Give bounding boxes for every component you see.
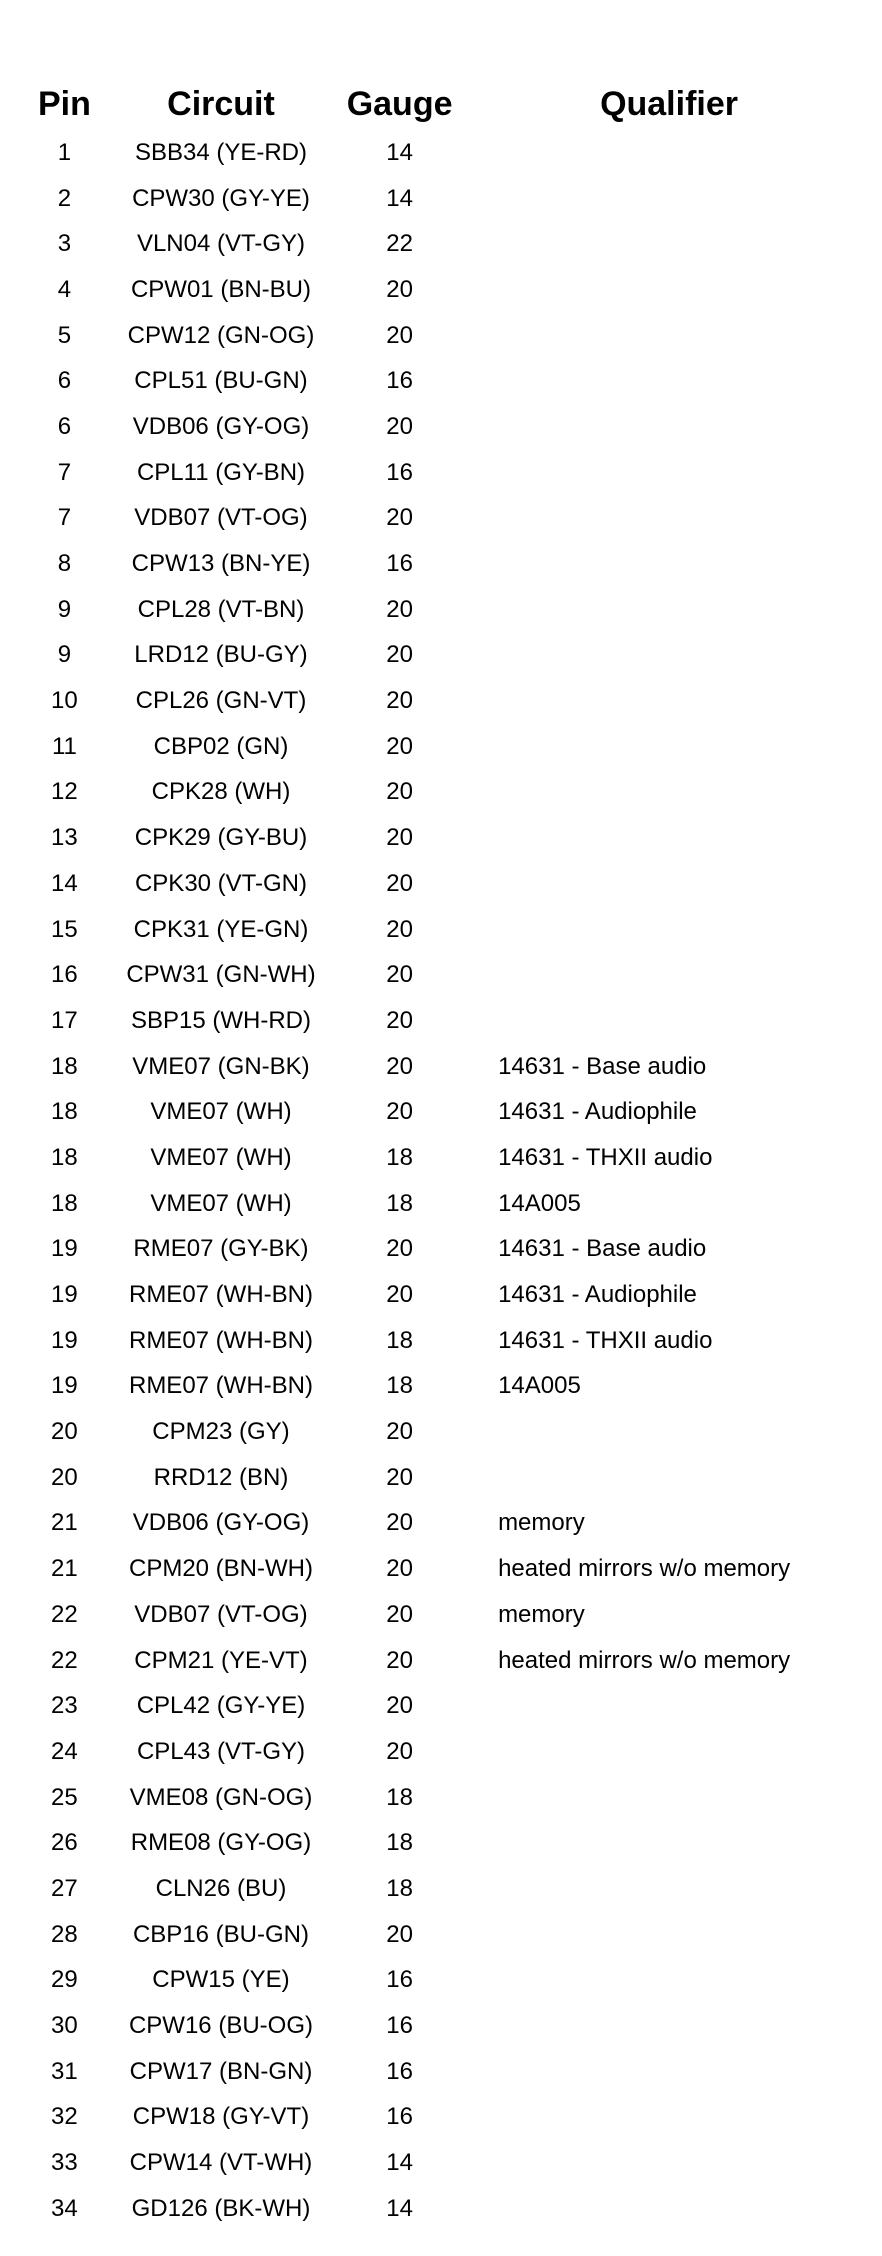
qualifier-cell: [456, 770, 882, 816]
column-header-circuit: Circuit: [167, 85, 275, 123]
table-row: [30, 587, 882, 633]
circuit-cell: CPW31 (GN-WH): [126, 961, 316, 989]
gauge-cell: 20: [386, 595, 413, 623]
pin-cell: 4: [57, 275, 72, 303]
table-row: [30, 1638, 882, 1684]
qualifier-cell: heated mirrors w/o memory: [498, 1646, 791, 1674]
gauge-cell: 16: [386, 458, 413, 486]
pin-cell: 23: [51, 1692, 78, 1720]
table-row: [30, 1181, 882, 1227]
qualifier-cell: [456, 861, 882, 907]
table-row: [30, 404, 882, 450]
qualifier-cell: 14631 - Audiophile: [498, 1281, 697, 1309]
table-row: [30, 998, 882, 1044]
table-row: [30, 1592, 882, 1638]
pin-cell: 20: [51, 1463, 78, 1491]
pin-cell: 21: [51, 1555, 78, 1583]
pin-cell: 22: [51, 1646, 78, 1674]
gauge-cell: 20: [386, 1509, 413, 1537]
circuit-cell: VME07 (WH): [150, 1143, 292, 1171]
table-row: [30, 1272, 882, 1318]
qualifier-cell: memory: [498, 1509, 585, 1537]
table-row: [30, 2140, 882, 2186]
qualifier-cell: [456, 1866, 882, 1912]
table-row: [30, 541, 882, 587]
circuit-cell: CPK29 (GY-BU): [134, 824, 308, 852]
qualifier-cell: 14A005: [498, 1372, 581, 1400]
gauge-cell: 20: [386, 1737, 413, 1765]
pin-cell: 18: [51, 1189, 78, 1217]
gauge-cell: 20: [386, 1646, 413, 1674]
column-header-qualifier: Qualifier: [600, 85, 738, 123]
gauge-cell: 20: [386, 504, 413, 532]
table-row: [30, 1318, 882, 1364]
gauge-cell: 20: [386, 732, 413, 760]
pin-cell: 19: [51, 1372, 78, 1400]
table-row: [30, 1409, 882, 1455]
gauge-cell: 20: [386, 869, 413, 897]
circuit-cell: VME08 (GN-OG): [129, 1783, 313, 1811]
circuit-cell: SBP15 (WH-RD): [130, 1006, 311, 1034]
qualifier-cell: [456, 404, 882, 450]
qualifier-cell: memory: [498, 1600, 585, 1628]
gauge-cell: 16: [386, 367, 413, 395]
gauge-cell: 18: [386, 1874, 413, 1902]
qualifier-cell: 14631 - THXII audio: [498, 1326, 713, 1354]
qualifier-cell: [456, 450, 882, 496]
pin-cell: 10: [51, 687, 78, 715]
qualifier-cell: [456, 496, 882, 542]
circuit-cell: CPM23 (GY): [152, 1418, 290, 1446]
circuit-cell: CPL28 (VT-BN): [137, 595, 305, 623]
gauge-cell: 20: [386, 1600, 413, 1628]
circuit-cell: CPL43 (VT-GY): [136, 1737, 305, 1765]
qualifier-cell: [456, 724, 882, 770]
table-row: [30, 1044, 882, 1090]
gauge-cell: 14: [386, 138, 413, 166]
table-row: [30, 1683, 882, 1729]
pin-cell: 3: [57, 230, 72, 258]
qualifier-cell: [456, 267, 882, 313]
circuit-cell: CBP16 (BU-GN): [132, 1920, 309, 1948]
gauge-cell: 20: [386, 1920, 413, 1948]
pin-cell: 29: [51, 1966, 78, 1994]
pin-cell: 26: [51, 1829, 78, 1857]
table-row: [30, 678, 882, 724]
qualifier-cell: [456, 221, 882, 267]
pin-cell: 6: [57, 412, 72, 440]
table-row: [30, 770, 882, 816]
pin-cell: 31: [51, 2057, 78, 2085]
circuit-cell: VME07 (WH): [150, 1098, 292, 1126]
pin-cell: 18: [51, 1052, 78, 1080]
table-row: [30, 450, 882, 496]
qualifier-cell: 14631 - THXII audio: [498, 1143, 713, 1171]
gauge-cell: 20: [386, 275, 413, 303]
pin-cell: 8: [57, 550, 72, 578]
pin-cell: 19: [51, 1281, 78, 1309]
qualifier-cell: heated mirrors w/o memory: [498, 1555, 791, 1583]
qualifier-cell: [456, 1729, 882, 1775]
pin-cell: 2: [57, 184, 72, 212]
table-row: [30, 724, 882, 770]
gauge-cell: 14: [386, 184, 413, 212]
pin-cell: 14: [51, 869, 78, 897]
qualifier-cell: [456, 1775, 882, 1821]
qualifier-cell: [456, 2049, 882, 2095]
circuit-cell: CPW17 (BN-GN): [129, 2057, 313, 2085]
gauge-cell: 18: [386, 1783, 413, 1811]
qualifier-cell: [456, 1409, 882, 1455]
circuit-cell: RME07 (WH-BN): [128, 1281, 313, 1309]
gauge-cell: 16: [386, 2012, 413, 2040]
qualifier-cell: [456, 2140, 882, 2186]
pin-cell: 34: [51, 2194, 78, 2222]
qualifier-cell: [456, 678, 882, 724]
table-header: [30, 70, 882, 130]
qualifier-cell: [456, 541, 882, 587]
column-header-gauge: Gauge: [346, 85, 453, 123]
circuit-cell: RRD12 (BN): [153, 1463, 289, 1491]
gauge-cell: 16: [386, 2103, 413, 2131]
circuit-cell: CPW16 (BU-OG): [128, 2012, 313, 2040]
gauge-cell: 20: [386, 778, 413, 806]
gauge-cell: 20: [386, 1692, 413, 1720]
header-row: [30, 70, 882, 130]
pin-cell: 15: [51, 915, 78, 943]
table-body: [30, 130, 882, 2232]
pin-cell: 18: [51, 1098, 78, 1126]
qualifier-cell: [456, 633, 882, 679]
gauge-cell: 20: [386, 1463, 413, 1491]
pin-cell: 32: [51, 2103, 78, 2131]
table-row: [30, 907, 882, 953]
pin-cell: 24: [51, 1737, 78, 1765]
gauge-cell: 20: [386, 1235, 413, 1263]
circuit-cell: CLN26 (BU): [155, 1874, 287, 1902]
gauge-cell: 20: [386, 1281, 413, 1309]
gauge-cell: 22: [386, 230, 413, 258]
table-row: [30, 2186, 882, 2232]
circuit-cell: VME07 (GN-BK): [132, 1052, 310, 1080]
table-row: [30, 815, 882, 861]
table-row: [30, 267, 882, 313]
circuit-cell: CPW18 (GY-VT): [132, 2103, 310, 2131]
qualifier-cell: [456, 2095, 882, 2141]
column-header-pin: Pin: [37, 85, 91, 123]
circuit-cell: RME07 (GY-BK): [133, 1235, 309, 1263]
circuit-cell: CPL11 (GY-BN): [136, 458, 306, 486]
gauge-cell: 20: [386, 641, 413, 669]
circuit-cell: CPK28 (WH): [151, 778, 291, 806]
circuit-cell: CPK31 (YE-GN): [133, 915, 309, 943]
pin-cell: 20: [51, 1418, 78, 1446]
qualifier-cell: [456, 176, 882, 222]
pin-cell: 22: [51, 1600, 78, 1628]
qualifier-cell: [456, 358, 882, 404]
pin-cell: 19: [51, 1326, 78, 1354]
gauge-cell: 20: [386, 412, 413, 440]
gauge-cell: 14: [386, 2194, 413, 2222]
circuit-cell: RME07 (WH-BN): [128, 1372, 313, 1400]
circuit-cell: CPW01 (BN-BU): [130, 275, 311, 303]
pin-cell: 12: [51, 778, 78, 806]
circuit-cell: VDB06 (GY-OG): [132, 412, 310, 440]
table-row: [30, 2049, 882, 2095]
pin-cell: 33: [51, 2149, 78, 2177]
circuit-cell: VDB07 (VT-OG): [134, 1600, 308, 1628]
circuit-cell: CPL42 (GY-YE): [136, 1692, 306, 1720]
gauge-cell: 20: [386, 687, 413, 715]
table-row: [30, 496, 882, 542]
gauge-cell: 20: [386, 321, 413, 349]
qualifier-cell: 14631 - Base audio: [498, 1235, 707, 1263]
connector-pinout-table: [30, 70, 882, 2232]
circuit-cell: CPM21 (YE-VT): [134, 1646, 308, 1674]
qualifier-cell: [456, 1912, 882, 1958]
table-row: [30, 313, 882, 359]
table-row: [30, 1546, 882, 1592]
table-row: [30, 952, 882, 998]
qualifier-cell: [456, 998, 882, 1044]
circuit-cell: CPW14 (VT-WH): [129, 2149, 313, 2177]
circuit-cell: VDB06 (GY-OG): [132, 1509, 310, 1537]
circuit-cell: CPL51 (BU-GN): [134, 367, 308, 395]
table-row: [30, 1227, 882, 1273]
qualifier-cell: [456, 2003, 882, 2049]
circuit-cell: VME07 (WH): [150, 1189, 292, 1217]
gauge-cell: 20: [386, 915, 413, 943]
gauge-cell: 20: [386, 1418, 413, 1446]
gauge-cell: 20: [386, 1098, 413, 1126]
qualifier-cell: [456, 1683, 882, 1729]
gauge-cell: 14: [386, 2149, 413, 2177]
qualifier-cell: 14631 - Base audio: [498, 1052, 707, 1080]
qualifier-cell: 14A005: [498, 1189, 581, 1217]
gauge-cell: 16: [386, 550, 413, 578]
table-row: [30, 221, 882, 267]
pin-cell: 17: [51, 1006, 78, 1034]
pin-cell: 30: [51, 2012, 78, 2040]
table-row: [30, 2095, 882, 2141]
qualifier-cell: 14631 - Audiophile: [498, 1098, 697, 1126]
gauge-cell: 20: [386, 1555, 413, 1583]
table-row: [30, 1364, 882, 1410]
qualifier-cell: [456, 1820, 882, 1866]
table-row: [30, 1866, 882, 1912]
pin-cell: 7: [57, 458, 72, 486]
circuit-cell: CPW30 (GY-YE): [132, 184, 310, 212]
qualifier-cell: [456, 130, 882, 176]
pin-cell: 27: [51, 1874, 78, 1902]
table-row: [30, 1820, 882, 1866]
qualifier-cell: [456, 2186, 882, 2232]
circuit-cell: GD126 (BK-WH): [131, 2194, 311, 2222]
circuit-cell: CPK30 (VT-GN): [134, 869, 307, 897]
table-row: [30, 861, 882, 907]
table-row: [30, 1958, 882, 2004]
circuit-cell: CPM20 (BN-WH): [128, 1555, 313, 1583]
gauge-cell: 18: [386, 1189, 413, 1217]
pin-cell: 21: [51, 1509, 78, 1537]
table-row: [30, 358, 882, 404]
table-row: [30, 1501, 882, 1547]
circuit-cell: CPW13 (BN-YE): [131, 550, 311, 578]
qualifier-cell: [456, 313, 882, 359]
pin-cell: 9: [57, 595, 72, 623]
pin-cell: 18: [51, 1143, 78, 1171]
table-row: [30, 1912, 882, 1958]
table-row: [30, 1455, 882, 1501]
gauge-cell: 18: [386, 1829, 413, 1857]
pin-cell: 19: [51, 1235, 78, 1263]
circuit-cell: VDB07 (VT-OG): [134, 504, 308, 532]
pin-cell: 5: [57, 321, 72, 349]
table-row: [30, 1135, 882, 1181]
qualifier-cell: [456, 1455, 882, 1501]
circuit-cell: RME07 (WH-BN): [128, 1326, 313, 1354]
pin-cell: 11: [51, 732, 77, 760]
circuit-cell: SBB34 (YE-RD): [134, 138, 307, 166]
pin-cell: 7: [57, 504, 72, 532]
table-row: [30, 1089, 882, 1135]
table-row: [30, 2003, 882, 2049]
gauge-cell: 20: [386, 1052, 413, 1080]
pin-cell: 13: [51, 824, 78, 852]
pin-cell: 16: [51, 961, 78, 989]
qualifier-cell: [456, 1958, 882, 2004]
circuit-cell: RME08 (GY-OG): [130, 1829, 312, 1857]
gauge-cell: 16: [386, 2057, 413, 2085]
pin-cell: 1: [57, 138, 72, 166]
qualifier-cell: [456, 907, 882, 953]
table-row: [30, 176, 882, 222]
qualifier-cell: [456, 815, 882, 861]
pin-cell: 28: [51, 1920, 78, 1948]
table-row: [30, 1729, 882, 1775]
table-row: [30, 633, 882, 679]
qualifier-cell: [456, 587, 882, 633]
gauge-cell: 18: [386, 1143, 413, 1171]
circuit-cell: LRD12 (BU-GY): [134, 641, 308, 669]
gauge-cell: 20: [386, 961, 413, 989]
circuit-cell: CBP02 (GN): [153, 732, 289, 760]
qualifier-cell: [456, 952, 882, 998]
circuit-cell: CPW12 (GN-OG): [127, 321, 315, 349]
gauge-cell: 16: [386, 1966, 413, 1994]
pin-cell: 9: [57, 641, 72, 669]
circuit-cell: CPW15 (YE): [152, 1966, 290, 1994]
circuit-cell: VLN04 (VT-GY): [136, 230, 305, 258]
table-row: [30, 1775, 882, 1821]
table-row: [30, 130, 882, 176]
pin-cell: 6: [57, 367, 72, 395]
gauge-cell: 20: [386, 1006, 413, 1034]
pin-cell: 25: [51, 1783, 78, 1811]
gauge-cell: 20: [386, 824, 413, 852]
gauge-cell: 18: [386, 1326, 413, 1354]
gauge-cell: 18: [386, 1372, 413, 1400]
circuit-cell: CPL26 (GN-VT): [135, 687, 307, 715]
